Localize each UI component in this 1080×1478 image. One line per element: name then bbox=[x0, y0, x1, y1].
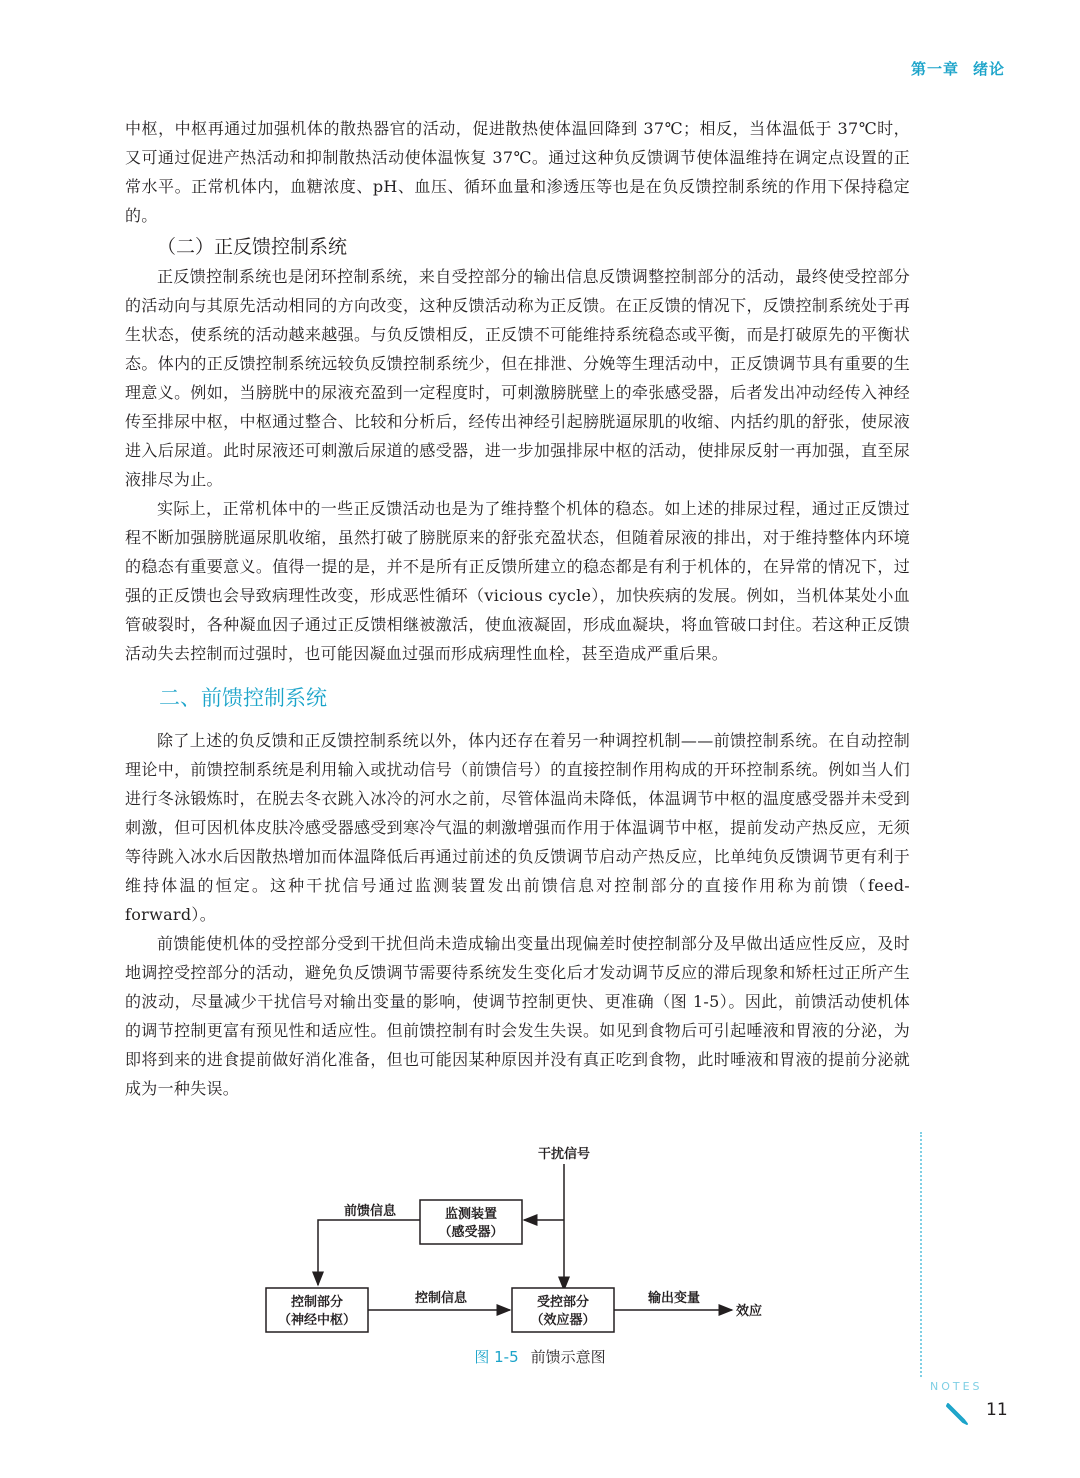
section-heading-feedforward: 二、前馈控制系统 bbox=[159, 686, 327, 710]
controlled-sublabel: （效应器） bbox=[530, 1313, 596, 1328]
figure-caption bbox=[0, 1346, 1080, 1367]
paragraph: 中枢，中枢再通过加强机体的散热器官的活动，促进散热使体温回降到 37℃；相反，当体温低于 37℃时，又可通过促进产热活动和抑制散热活动使体温恢复 37℃。通过这种负反馈调节使体温维持在调定点设置的正常水平。正常机体内，血糖浓度、pH、血压、循环血量和渗透压等也是在负反馈控制系统的作用下保持稳定的。 bbox=[125, 119, 910, 225]
monitor-label: 监测装置 bbox=[444, 1207, 498, 1222]
label-disturbance: 干扰信号 bbox=[537, 1147, 591, 1162]
label-feedforward-info: 前馈信息 bbox=[343, 1204, 397, 1219]
notes-margin-rule bbox=[920, 1132, 922, 1377]
label-control-info: 控制信息 bbox=[414, 1291, 468, 1306]
body-text bbox=[125, 114, 910, 1103]
arrow-feedforward bbox=[318, 1220, 420, 1285]
figure-number: 图 1-5 bbox=[474, 1348, 519, 1366]
feedforward-diagram bbox=[250, 1138, 790, 1338]
paragraph: 实际上，正常机体中的一些正反馈活动也是为了维持整个机体的稳态。如上述的排尿过程，通过正反馈过程不断加强膀胱逼尿肌收缩，虽然打破了膀胱原来的舒张充盈状态，但随着尿液的排出，对于维持整体内环境的稳态有重要意义。值得一提的是，并不是所有正反馈所建立的稳态都是有利于机体的，在异常的情况下，过强的正反馈也会导致病理性改变，形成恶性循环（vicious cycle），加快疾病的发展。例如，当机体某处小血管破裂时，各种凝血因子通过正反馈相继被激活，使血液凝固，形成血凝块，将血管破口封住。若这种正反馈活动失去控制而过强时，也可能因凝血过强而形成病理性血栓，甚至造成严重后果。 bbox=[125, 499, 910, 663]
figure-title: 前馈示意图 bbox=[530, 1348, 606, 1366]
section-heading-positive-feedback: （二）正反馈控制系统 bbox=[157, 236, 348, 258]
control-label: 控制部分 bbox=[290, 1295, 344, 1310]
control-sublabel: （神经中枢） bbox=[277, 1313, 357, 1328]
chapter-number: 第一章 bbox=[910, 60, 959, 78]
controlled-label: 受控部分 bbox=[536, 1295, 590, 1310]
paragraph: 前馈能使机体的受控部分受到干扰但尚未造成输出变量出现偏差时使控制部分及早做出适应性反应，及时地调控受控部分的活动，避免负反馈调节需要待系统发生变化后才发动调节反应的滞后现象和矫枉过正所产生的波动，尽量减少干扰信号对输出变量的影响，使调节控制更快、更准确（图 1-5）。因此，前馈活动使机体的调节控制更富有预见性和适应性。但前馈控制有时会发生失误。如见到食物后可引起唾液和胃液的分泌，为即将到来的进食提前做好消化准备，但也可能因某种原因并没有真正吃到食物，此时唾液和胃液的提前分泌就成为一种失误。 bbox=[125, 934, 910, 1098]
notes-label: NOTES bbox=[930, 1380, 983, 1393]
paragraph: 正反馈控制系统也是闭环控制系统，来自受控部分的输出信息反馈调整控制部分的活动，最终使受控部分的活动向与其原先活动相同的方向改变，这种反馈活动称为正反馈。在正反馈的情况下，反馈控制系统处于再生状态，使系统的活动越来越强。与负反馈相反，正反馈不可能维持系统稳态或平衡，而是打破原先的平衡状态。体内的正反馈控制系统远较负反馈控制系统少，但在排泄、分娩等生理活动中，正反馈调节具有重要的生理意义。例如，当膀胱中的尿液充盈到一定程度时，可刺激膀胱壁上的牵张感受器，后者发出冲动经传入神经传至排尿中枢，中枢通过整合、比较和分析后，经传出神经引起膀胱逼尿肌的收缩、内括约肌的舒张，使尿液进入后尿道。此时尿液还可刺激后尿道的感受器，进一步加强排尿中枢的活动，使排尿反射一再加强，直至尿液排尽为止。 bbox=[125, 267, 910, 489]
label-effect: 效应 bbox=[736, 1304, 763, 1319]
pencil-icon bbox=[944, 1400, 970, 1426]
label-output-variable: 输出变量 bbox=[647, 1291, 701, 1306]
page-number: 11 bbox=[986, 1400, 1008, 1420]
paragraph: 除了上述的负反馈和正反馈控制系统以外，体内还存在着另一种调控机制——前馈控制系统。在自动控制理论中，前馈控制系统是利用输入或扰动信号（前馈信号）的直接控制作用构成的开环控制系统。例如当人们进行冬泳锻炼时，在脱去冬衣跳入冰冷的河水之前，尽管体温尚未降低，体温调节中枢的温度感受器并未受到刺激，但可因机体皮肤冷感受器感受到寒冷气温的刺激增强而作用于体温调节中枢，提前发动产热反应，无须等待跳入冰水后因散热增加而体温降低后再通过前述的负反馈调节启动产热反应，比单纯负反馈调节更有利于维持体温的恒定。这种干扰信号通过监测装置发出前馈信息对控制部分的直接作用称为前馈（feed-forward）。 bbox=[125, 731, 910, 924]
chapter-title: 绪论 bbox=[972, 60, 1005, 78]
running-header bbox=[911, 58, 1005, 79]
monitor-sublabel: （感受器） bbox=[438, 1225, 504, 1240]
